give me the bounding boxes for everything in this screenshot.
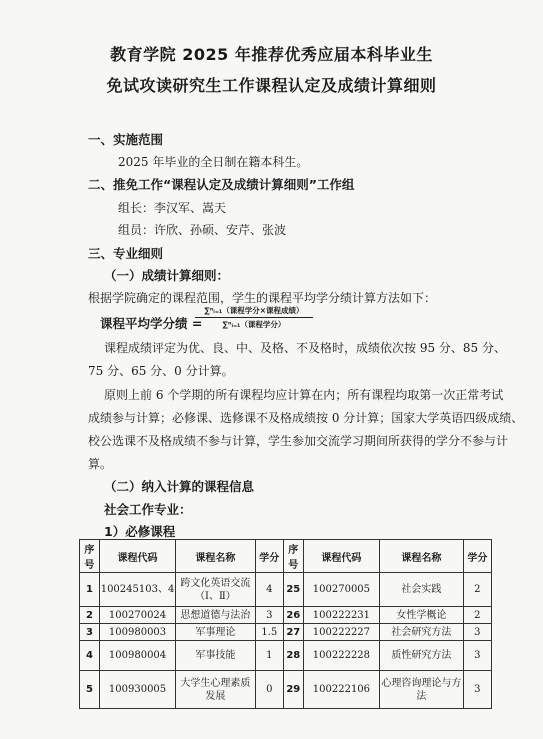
subsection2-heading: （二）纳入计算的课程信息 xyxy=(104,479,255,494)
cell-code: 100222228 xyxy=(303,641,379,671)
formula-denominator: ∑ⁿᵢ₌₁（课程学分） xyxy=(222,320,286,329)
cell-credit: 3 xyxy=(463,624,491,641)
cell-course: 思想道德与法治 xyxy=(176,607,255,624)
header-seq: 序号 xyxy=(80,540,100,573)
cell-seq: 28 xyxy=(283,641,303,671)
cell-course: 军事理论 xyxy=(176,624,255,641)
table-row xyxy=(80,671,492,709)
section1-text: 2025 年毕业的全日制在籍本科生。 xyxy=(118,155,309,169)
cell-course: 女性学概论 xyxy=(380,607,464,624)
cell-code: 100222227 xyxy=(303,624,379,641)
cell-seq: 25 xyxy=(283,573,303,607)
subsection1-heading: （一）成绩计算细则： xyxy=(104,268,230,283)
cell-credit: 3 xyxy=(463,671,491,709)
cell-credit: 4 xyxy=(255,573,283,607)
formula-fraction xyxy=(195,305,313,330)
table-row xyxy=(80,624,492,641)
cell-seq: 1 xyxy=(80,573,100,607)
cell-credit: 3 xyxy=(255,607,283,624)
cell-course: 军事技能 xyxy=(176,641,255,671)
header-course: 课程名称 xyxy=(176,540,255,573)
cell-seq: 27 xyxy=(283,624,303,641)
cell-code: 100980003 xyxy=(99,624,175,641)
header-code: 课程代码 xyxy=(99,540,175,573)
required-courses-label: 1）必修课程 xyxy=(104,524,176,539)
cell-code: 100980004 xyxy=(99,641,175,671)
cell-course: 质性研究方法 xyxy=(380,641,464,671)
cell-credit: 0 xyxy=(255,671,283,709)
cell-code: 100270024 xyxy=(99,607,175,624)
table-row xyxy=(80,607,492,624)
formula-label: 课程平均学分绩 = xyxy=(100,316,203,331)
header-course: 课程名称 xyxy=(380,540,464,573)
cell-seq: 4 xyxy=(80,641,100,671)
cell-seq: 2 xyxy=(80,607,100,624)
cell-course: 大学生心理素质发展 xyxy=(176,671,255,709)
table-row xyxy=(80,573,492,607)
para-rules-line1: 原则上前 6 个学期的所有课程均应计算在内；所有课程均取第一次正常考试 xyxy=(104,388,504,402)
cell-seq: 3 xyxy=(80,624,100,641)
para-rules-line4: 算。 xyxy=(88,457,113,471)
table-header-row xyxy=(80,540,492,573)
doc-title-line2: 免试攻读研究生工作课程认定及成绩计算细则 xyxy=(106,76,437,95)
cell-course: 心理咨询理论与方法 xyxy=(380,671,464,709)
cell-code: 100222231 xyxy=(303,607,379,624)
cell-credit: 1.5 xyxy=(255,624,283,641)
section3-heading: 三、专业细则 xyxy=(88,246,164,261)
cell-code: 100270005 xyxy=(303,573,379,607)
cell-course: 社会实践 xyxy=(380,573,464,607)
table-row xyxy=(80,641,492,671)
para-rules-line2: 成绩参与计算；必修课、选修课不及格成绩按 0 分计算；国家大学英语四级成绩、 xyxy=(88,411,524,425)
header-seq: 序号 xyxy=(283,540,303,573)
major-label: 社会工作专业： xyxy=(104,502,192,517)
cell-credit: 2 xyxy=(463,607,491,624)
cell-course: 跨文化英语交流（Ⅰ、Ⅱ） xyxy=(176,573,255,607)
cell-code: 100245103、4 xyxy=(99,573,175,607)
cell-code: 100222106 xyxy=(303,671,379,709)
para-rules-line3: 校公选课不及格成绩不参与计算，学生参加交流学习期间所获得的学分不参与计 xyxy=(88,434,509,448)
group-leader: 组长：李汉军、嵩天 xyxy=(118,201,227,215)
para-grades-line1: 课程成绩评定为优、良、中、及格、不及格时，成绩依次按 95 分、85 分、 xyxy=(104,341,506,355)
section1-heading: 一、实施范围 xyxy=(88,132,164,147)
para-method: 根据学院确定的课程范围，学生的课程平均学分绩计算方法如下： xyxy=(88,291,437,305)
formula-numerator: ∑ⁿᵢ₌₁（课程学分×课程成绩） xyxy=(195,305,313,318)
cell-credit: 1 xyxy=(255,641,283,671)
cell-code: 100930005 xyxy=(99,671,175,709)
para-grades-line2: 75 分、65 分、0 分计算。 xyxy=(88,364,234,378)
cell-credit: 3 xyxy=(463,641,491,671)
cell-seq: 5 xyxy=(80,671,100,709)
header-code: 课程代码 xyxy=(303,540,379,573)
course-table xyxy=(79,539,492,709)
cell-seq: 29 xyxy=(283,671,303,709)
section2-heading: 二、推免工作“课程认定及成绩计算细则”工作组 xyxy=(88,177,355,192)
cell-credit: 2 xyxy=(463,573,491,607)
header-credit: 学分 xyxy=(255,540,283,573)
cell-course: 社会研究方法 xyxy=(380,624,464,641)
doc-title-line1: 教育学院 2025 年推荐优秀应届本科毕业生 xyxy=(110,45,433,64)
header-credit: 学分 xyxy=(463,540,491,573)
cell-seq: 26 xyxy=(283,607,303,624)
group-members: 组员：许欣、孙硕、安芹、张波 xyxy=(118,223,287,237)
